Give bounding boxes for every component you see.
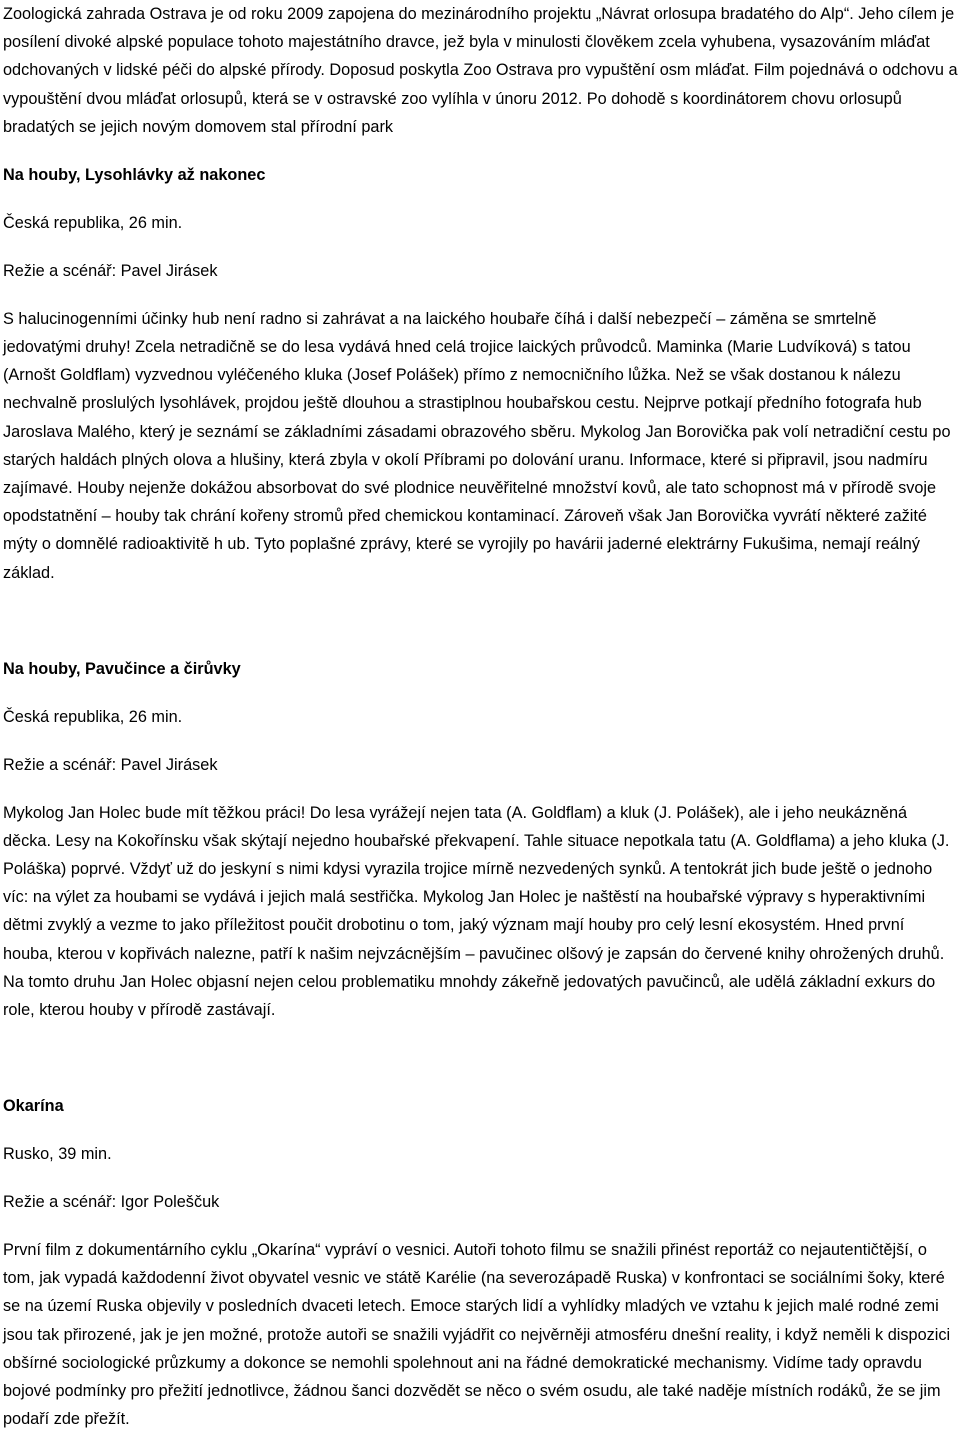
spacer: [3, 237, 958, 257]
spacer: [3, 189, 958, 209]
film-description: S halucinogenními účinky hub není radno si zahrávat a na laického houbaře číhá i další nebezpečí – záměna se smrtelně jedovatými druhy! Zcela netradičně se do lesa vydává hned celá trojice laických průvodců. Maminka (Marie Ludvíková) s tatou (Arnošt Goldflam) vyzvednou vyléčeného kluka (Josef Polášek) přímo z nemocničního lůžka. Než se však dostanou k nálezu nechvalně proslulých lysohlávek, projdou ještě dlouhou a strastiplnou houbařskou cestu. Nejprve potkají předního fotografa hub Jaroslava Malého, který je seznámí se základními zásadami obrazového sběru. Mykolog Jan Borovička pak volí netradiční cestu po starých haldách plných olova a hlušiny, která zbyla v okolí Příbrami po dolování uranu. Informace, které si připravil, jsou nadmíru zajímavé. Houby nejenže dokážou absorbovat do své plodnice neuvěřitelné množství kovů, ale tato schopnost má v přírodě svoje opodstatnění – houby tak chrání kořeny stromů před chemickou kontaminací. Zároveň však Jan Borovička vyvrátí některé zažité mýty o domnělé radioaktivitě h ub. Tyto poplašné zprávy, které se vyrojily po havárii jaderné elektrárny Fukušima, nemají reálný základ.: [3, 309, 951, 582]
spacer: [3, 635, 958, 655]
film-title: Okarína: [3, 1097, 64, 1116]
spacer: [3, 285, 958, 305]
film-description: Mykolog Jan Holec bude mít těžkou práci! Do lesa vyrážejí nejen tata (A. Goldflam) a kluk (J. Polášek), ale i jeho neukázněná děcka. Lesy na Kokořínsku však skýtají nejedno houbařské překvapení. Tahle situace nepotkala tatu (A. Goldflama) a jeho kluka (J. Poláška) poprvé. Vždyť už do jeskyní s nimi kdysi vyrazila trojice mírně nezvedených synků. A tentokrát jich bude ještě o jednoho víc: na výlet za houbami se vydává i jejich malá sestřička. Mykolog Jan Holec je naštěstí na houbařské výpravy s hyperaktivními dětmi zvyklý a vezme to jako příležitost poučit drobotinu o tom, jaký význam mají houby pro celý lesní ekosystém. Hned první houba, kterou v kopřivách nalezne, patří k našim nejvzácnějším – pavučinec olšový je zapsán do červené knihy ohrožených druhů. Na tomto druhu Jan Holec objasní nejen celou problematiku mnohdy zákeřně jedovatých pavučinců, ale udělá základní exkurs do role, kterou houby v přírodě zastávají.: [3, 803, 950, 1020]
spacer: [3, 587, 958, 635]
film-credits: Režie a scénář: Pavel Jirásek: [3, 755, 218, 774]
film-credits: Režie a scénář: Pavel Jirásek: [3, 261, 218, 280]
spacer: [3, 141, 958, 161]
spacer: [3, 1024, 958, 1072]
film-credits: Režie a scénář: Igor Poleščuk: [3, 1193, 220, 1212]
film-entry: [3, 161, 958, 587]
film-title: Na houby, Lysohlávky až nakonec: [3, 165, 266, 184]
spacer: [3, 731, 958, 751]
film-entry: [3, 1092, 958, 1433]
spacer: [3, 1216, 958, 1236]
film-origin: Rusko, 39 min.: [3, 1145, 112, 1164]
film-description: První film z dokumentárního cyklu „Okarína“ vypráví o vesnici. Autoři tohoto filmu se snažili přinést reportáž co nejautentičtější, o tom, jak vypadá každodenní život obyvatel vesnic ve státě Karélie (na severozápadě Ruska) v konfrontaci se sociálními šoky, které se na území Ruska objevily v posledních dvaceti letech. Emoce starých lidí a vyhlídky mladých ve vztahu k jejich malé rodné zemi jsou tak přirozené, jak je jen možné, protože autoři se snažili vyjádřit co nejvěrněji atmosféru dnešní reality, i když neměli k dispozici obšírné sociologické průzkumy a dokonce se nemohli spolehnout ani na řádné demokratické mechanismy. Vidíme tady opravdu bojové podmínky pro přežití jednotlivce, žádnou šanci dozvědět se něco o svém osudu, ale také naděje místních rodáků, že se jim podaří zde přežít.: [3, 1241, 951, 1429]
film-origin: Česká republika, 26 min.: [3, 213, 183, 232]
film-title: Na houby, Pavučince a čirůvky: [3, 659, 241, 678]
spacer: [3, 683, 958, 703]
film-origin: Česká republika, 26 min.: [3, 707, 183, 726]
spacer: [3, 1168, 958, 1188]
spacer: [3, 1072, 958, 1092]
film-entry: [3, 655, 958, 1025]
intro-paragraph: Zoologická zahrada Ostrava je od roku 2009 zapojena do mezinárodního projektu „Návrat orlosupa bradatého do Alp“. Jeho cílem je posílení divoké alpské populace tohoto majestátního dravce, jež byla v minulosti člověkem zcela vyhubena, vysazováním mláďat odchovaných v lidské péči do alpské přírody. Doposud poskytla Zoo Ostrava pro vypuštění osm mláďat. Film pojednává o odchovu a vypouštění dvou mláďat orlosupů, která se v ostravské zoo vylíhla v únoru 2012. Po dohodě s koordinátorem chovu orlosupů bradatých se jejich novým domovem stal přírodní park: [3, 5, 958, 136]
document-page: [3, 0, 958, 1433]
spacer: [3, 1120, 958, 1140]
spacer: [3, 779, 958, 799]
